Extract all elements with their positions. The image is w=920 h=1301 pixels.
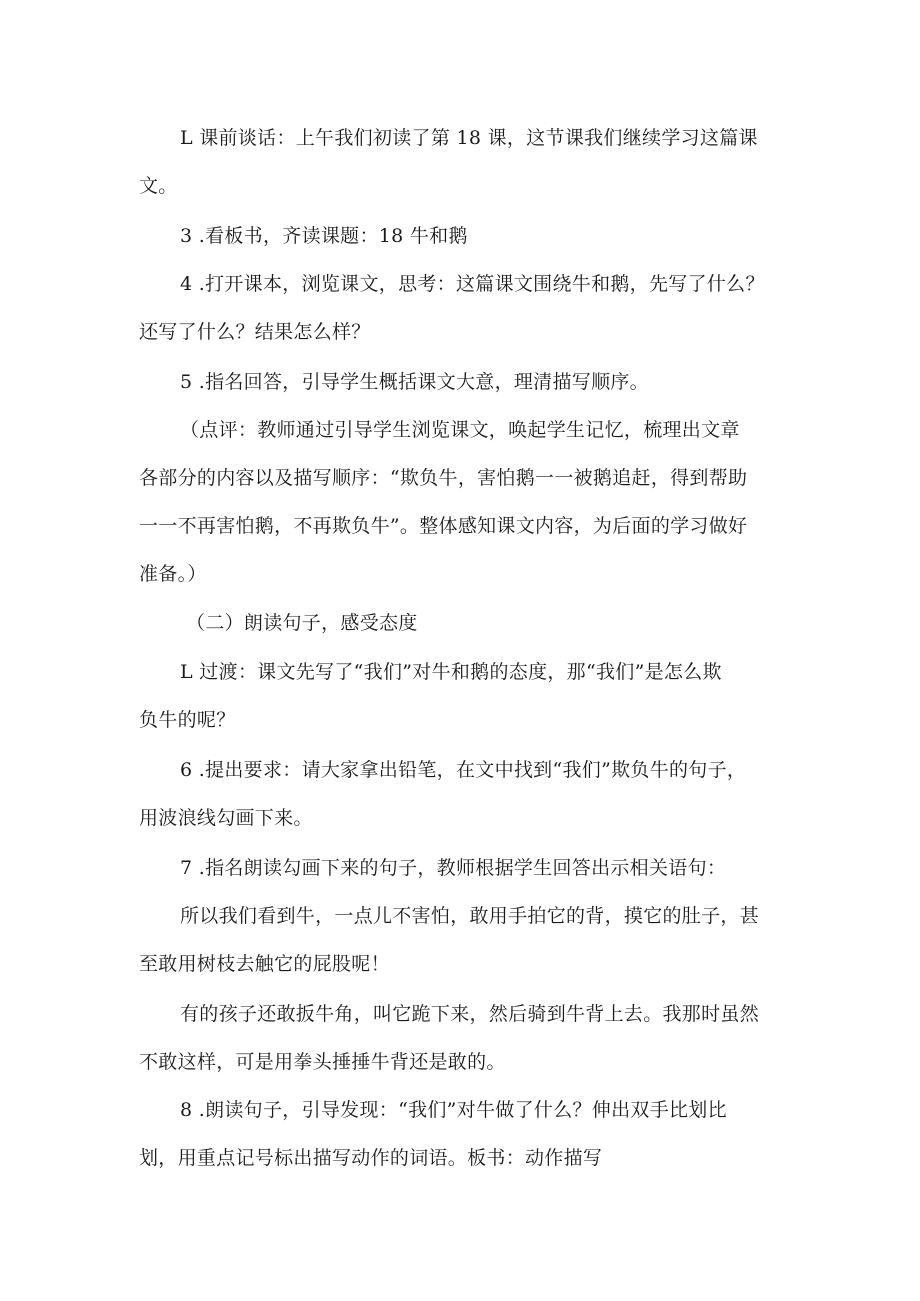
text-line: 准备。） [139,563,207,585]
text-line: 5 .指名回答，引导学生概括课文大意，理清描写顺序。 [180,371,649,393]
text-line: 一一不再害怕鹅，不再欺负牛”。整体感知课文内容，为后面的学习做好 [139,515,748,537]
text-line: 7 .指名朗读勾画下来的句子，教师根据学生回答出示相关语句： [180,857,727,879]
text-line: 负牛的呢？ [139,709,236,731]
quoted-sentence: 至敢用树枝去触它的屁股呢！ [139,953,390,975]
text-line: 用波浪线勾画下来。 [139,807,313,829]
section-heading: （二）朗读句子，感受态度 [186,612,418,634]
text-line: 还写了什么？结果怎么样？ [139,321,371,343]
text-line: 3 .看板书，齐读课题：18 牛和鹅 [180,225,468,247]
quoted-sentence: 所以我们看到牛，一点儿不害怕，敢用手拍它的背，摸它的肚子，甚 [180,905,760,927]
text-line: （点评：教师通过引导学生浏览课文，唤起学生记忆，梳理出文章 [180,419,740,441]
text-line: 文。 [139,175,178,197]
text-line: 各部分的内容以及描写顺序：“欺负牛，害怕鹅一一被鹅追赶，得到帮助 [139,467,748,489]
text-line: L 课前谈话：上午我们初读了第 18 课，这节课我们继续学习这篇课 [180,127,758,149]
quoted-sentence: 有的孩子还敢扳牛角，叫它跪下来，然后骑到牛背上去。我那时虽然 [180,1003,760,1025]
quoted-sentence: 不敢这样，可是用拳头捶捶牛背还是敢的。 [139,1051,506,1073]
text-line: 6 .提出要求：请大家拿出铅笔，在文中找到“我们”欺负牛的句子， [180,759,747,781]
text-line: 4 .打开课本，浏览课文，思考：这篇课文围绕牛和鹅，先写了什么？ [180,273,765,295]
text-line: 划，用重点记号标出描写动作的词语。板书：动作描写 [139,1147,603,1169]
text-line: 8 .朗读句子，引导发现：“我们”对牛做了什么？伸出双手比划比 [180,1099,727,1121]
text-line: L 过渡：课文先写了“我们”对牛和鹅的态度，那“我们”是怎么欺 [180,661,722,683]
